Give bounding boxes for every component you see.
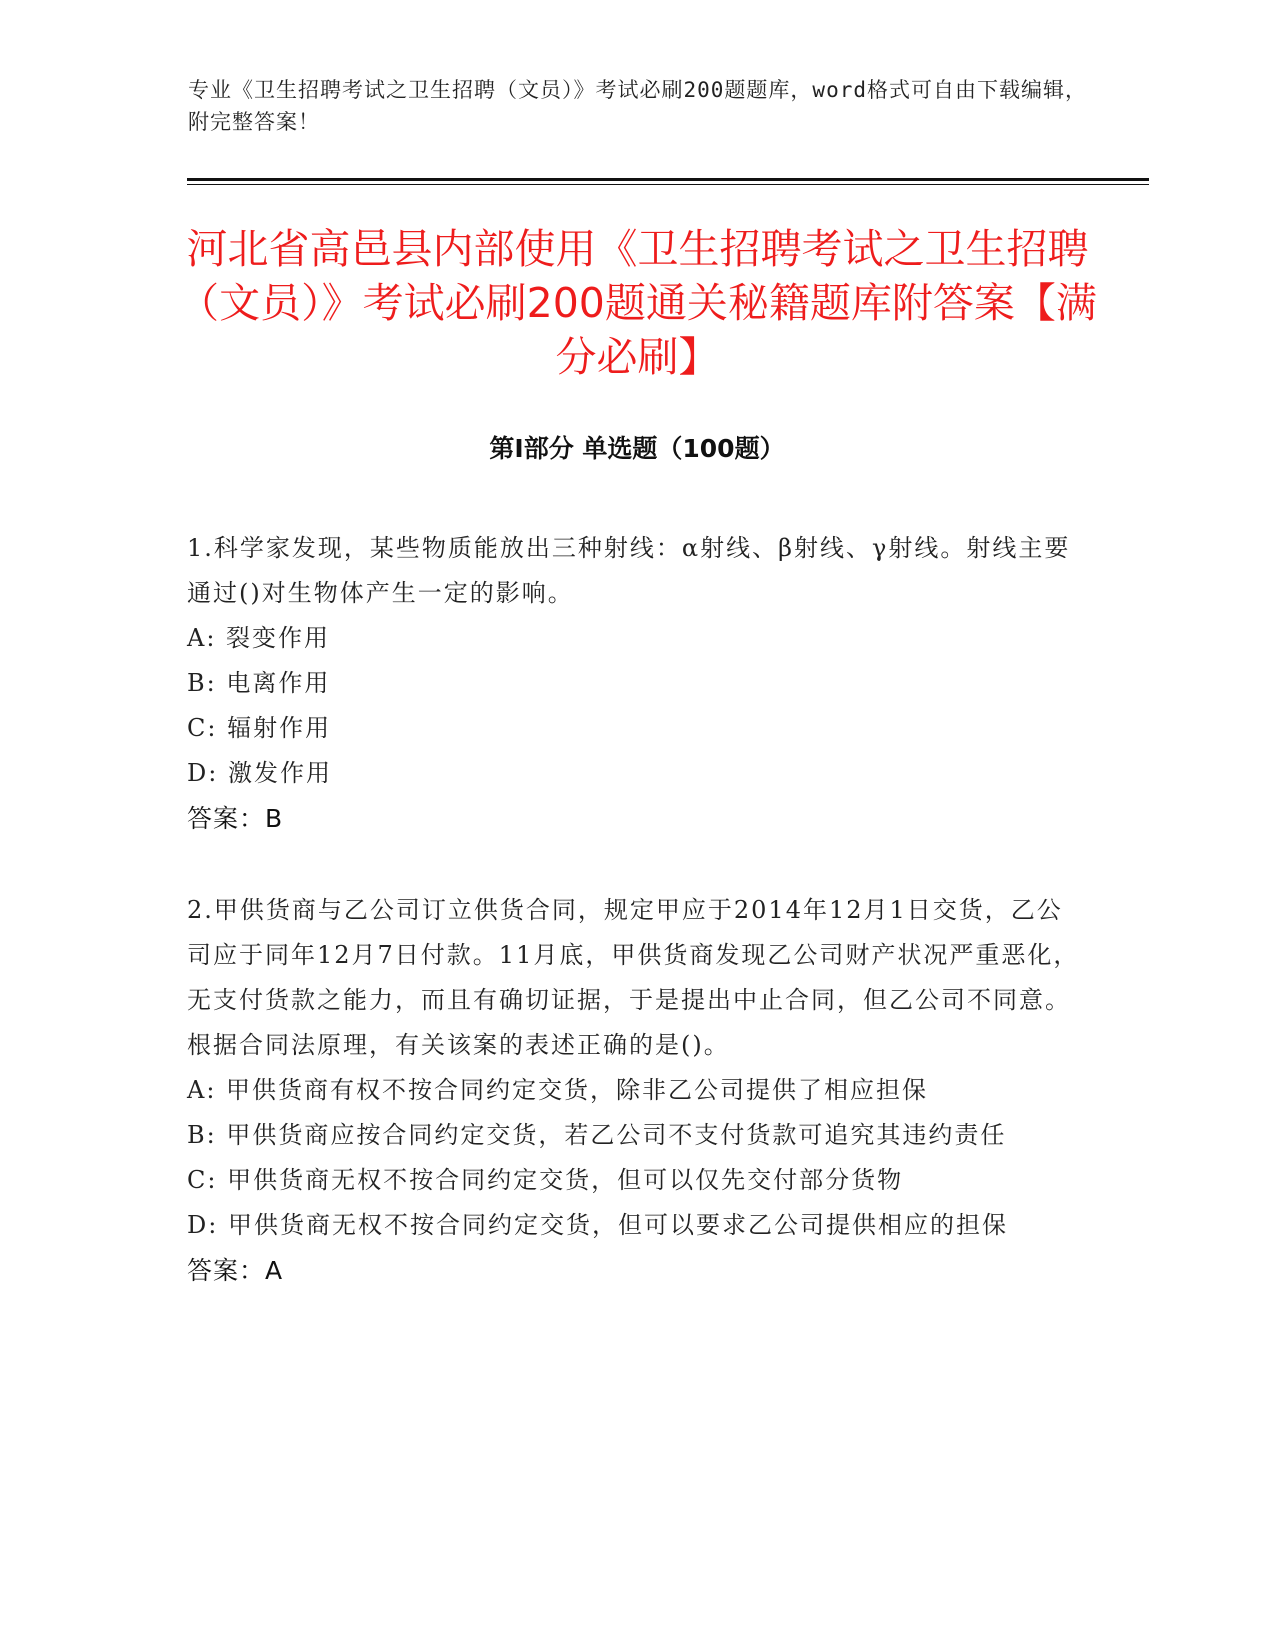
option-a: A: 甲供货商有权不按合同约定交货，除非乙公司提供了相应担保 (187, 1076, 929, 1104)
option-a: A: 裂变作用 (187, 624, 331, 652)
option-d: D: 甲供货商无权不按合同约定交货，但可以要求乙公司提供相应的担保 (187, 1211, 1008, 1239)
option-b: B: 电离作用 (187, 669, 331, 697)
option-d: D: 激发作用 (187, 759, 332, 787)
option-c: C: 辐射作用 (187, 714, 332, 742)
header-note: 专业《卫生招聘考试之卫生招聘（文员）》考试必刷200题题库，word格式可自由下载编辑，附完整答案！ (188, 78, 1087, 134)
option-c: C: 甲供货商无权不按合同约定交货，但可以仅先交付部分货物 (187, 1166, 904, 1194)
question-2 (187, 888, 1087, 1293)
answer: 答案：B (187, 804, 284, 833)
question-1 (187, 526, 1087, 841)
document-title: 河北省高邑县内部使用《卫生招聘考试之卫生招聘（文员）》考试必刷200题通关秘籍题库附答案【满分必刷】 (178, 225, 1097, 381)
question-stem: 1.科学家发现，某些物质能放出三种射线：α射线、β射线、γ射线。射线主要通过()对生物体产生一定的影响。 (187, 534, 1071, 607)
header-divider-thick (187, 178, 1149, 181)
section-title: 第Ⅰ部分 单选题（100题） (489, 434, 785, 463)
header-divider-thin (187, 184, 1149, 185)
question-stem: 2.甲供货商与乙公司订立供货合同，规定甲应于2014年12月1日交货，乙公司应于同年12月7日付款。11月底，甲供货商发现乙公司财产状况严重恶化，无支付货款之能力，而且有确切证据，于是提出中止合同，但乙公司不同意。根据合同法原理，有关该案的表述正确的是()。 (187, 896, 1080, 1059)
answer: 答案：A (187, 1256, 284, 1285)
option-b: B: 甲供货商应按合同约定交货，若乙公司不支付货款可追究其违约责任 (187, 1121, 1007, 1149)
